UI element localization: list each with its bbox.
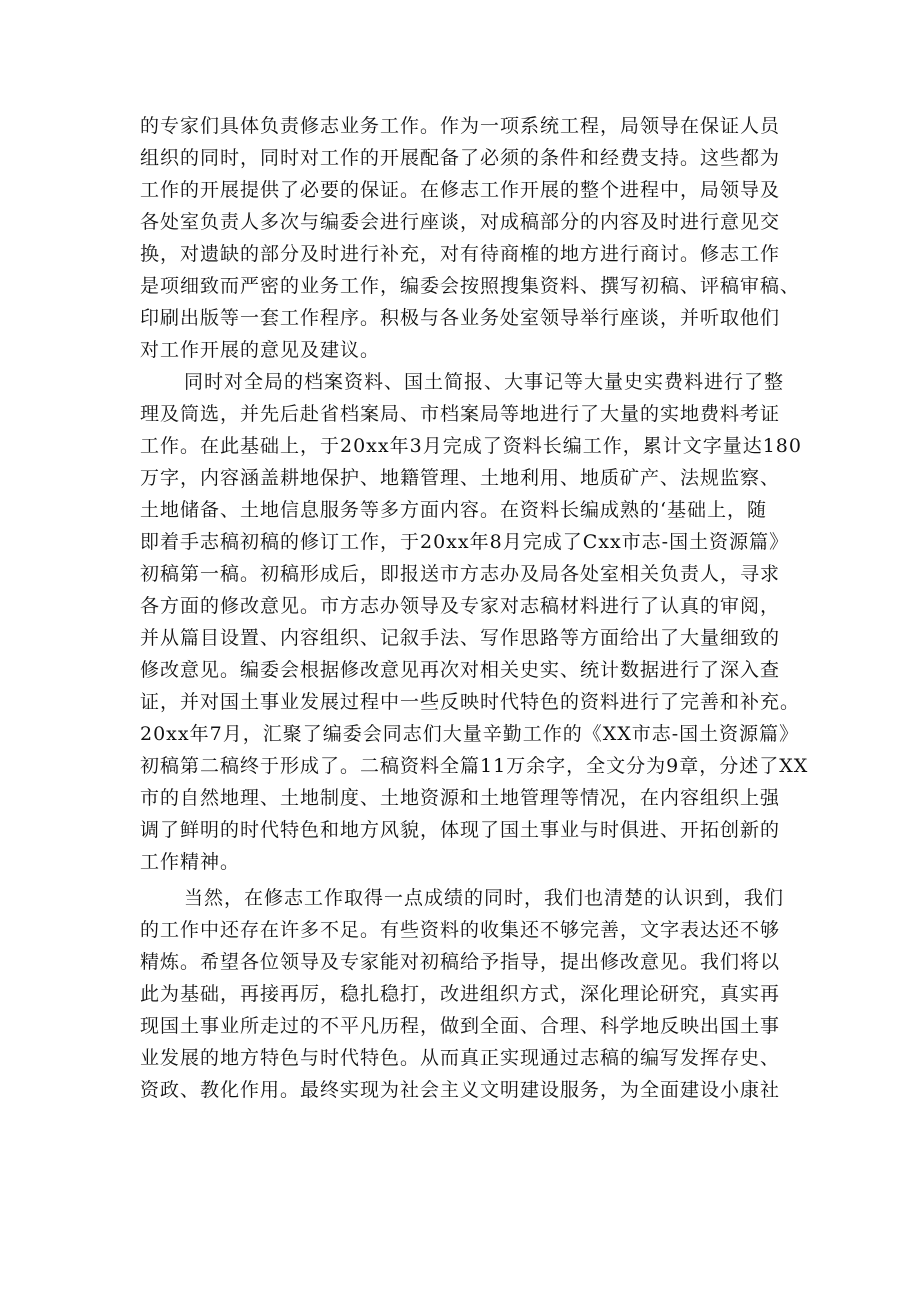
- text-line: 调了鲜明的时代特色和地方风貌，体现了国土事业与时俱进、开拓创新的: [140, 819, 781, 841]
- text-line: 对工作开展的意见及建议。: [140, 339, 381, 361]
- text-line: 是项细致而严密的业务工作，编委会按照搜集资料、撰写初稿、评稿审稿、: [140, 275, 801, 297]
- text-line: 即着手志稿初稿的修订工作，于20xx年8月完成了Cxx市志-国土资源篇》: [140, 531, 790, 553]
- text-line: 当然，在修志工作取得一点成绩的同时，我们也清楚的认识到，我们: [184, 887, 785, 909]
- document-body: [140, 110, 809, 1106]
- text-line: 工作。在此基础上，于20xx年3月完成了资料长编工作，累计文字量达180: [140, 435, 802, 457]
- text-line: 组织的同时，同时对工作的开展配备了必须的条件和经费支持。这些都为: [140, 147, 781, 169]
- text-line: 同时对全局的档案资料、国土简报、大事记等大量史实费料进行了整: [184, 371, 785, 393]
- text-line: 各方面的修改意见。市方志办领导及专家对志稿材料进行了认真的审阅，: [140, 595, 781, 617]
- text-line: 换，对遗缺的部分及时进行补充，对有待商榷的地方进行商讨。修志工作: [140, 243, 781, 265]
- text-line: 并从篇目设置、内容组织、记叙手法、写作思路等方面给出了大量细致的: [140, 627, 781, 649]
- paragraph-3: [140, 882, 785, 1106]
- text-line: 20xx年7月，汇聚了编委会同志们大量辛勤工作的《XX市志-国土资源篇》: [140, 723, 800, 745]
- text-line: 精炼。希望各位领导及专家能对初稿给予指导，提出修改意见。我们将以: [140, 951, 781, 973]
- text-line: 证，并对国土事业发展过程中一些反映时代特色的资料进行了完善和补充。: [140, 691, 801, 713]
- text-line: 的工作中还存在许多不足。有些资料的收集还不够完善，文字表达还不够: [140, 919, 781, 941]
- text-line: 初稿第二稿终于形成了。二稿资料全篇11万余字，全文分为9章，分述了XX: [140, 755, 809, 777]
- text-line: 业发展的地方特色与时代特色。从而真正实现通过志稿的编写发挥存史、: [140, 1047, 781, 1069]
- text-line: 理及筒选，并先后赴省档案局、市档案局等地进行了大量的实地费料考证: [140, 403, 781, 425]
- text-line: 万字，内容涵盖耕地保护、地籍管理、土地利用、地质矿产、法规监察、: [140, 467, 781, 489]
- text-line: 土地储备、土地信息服务等多方面内容。在资料长编成熟的‘基础上，随: [140, 499, 768, 521]
- text-line: 此为基础，再接再厉，稳扎稳打，改进组织方式，深化理论研究，真实再: [140, 983, 781, 1005]
- paragraph-1: [140, 110, 801, 366]
- text-line: 初稿第一稿。初稿形成后，即报送市方志办及局各处室相关负责人，寻求: [140, 563, 781, 585]
- text-line: 修改意见。编委会根据修改意见再次对相关史实、统计数据进行了深入查: [140, 659, 781, 681]
- text-line: 工作的开展提供了必要的保证。在修志工作开展的整个进程中，局领导及: [140, 179, 781, 201]
- paragraph-2: [140, 366, 809, 878]
- text-line: 资政、教化作用。最终实现为社会主义文明建设服务，为全面建设小康社: [140, 1079, 781, 1101]
- text-line: 工作精神。: [140, 851, 241, 873]
- text-line: 的专家们具体负责修志业务工作。作为一项系统工程，局领导在保证人员: [140, 115, 781, 137]
- text-line: 印刷出版等一套工作程序。积极与各业务处室领导举行座谈，并听取他们: [140, 307, 781, 329]
- text-line: 市的自然地理、土地制度、土地资源和土地管理等情况，在内容组织上强: [140, 787, 781, 809]
- text-line: 现国土事业所走过的不平凡历程，做到全面、合理、科学地反映出国土事: [140, 1015, 781, 1037]
- text-line: 各处室负责人多次与编委会进行座谈，对成稿部分的内容及时进行意见交: [140, 211, 781, 233]
